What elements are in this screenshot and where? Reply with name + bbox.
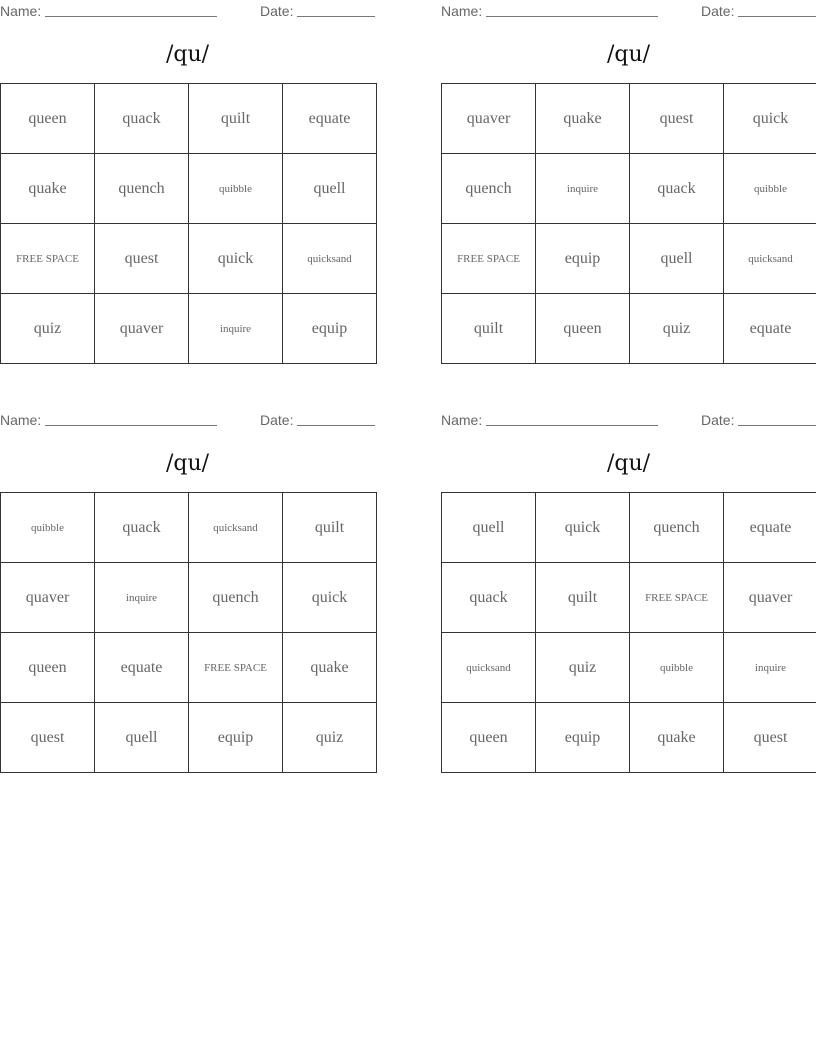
bingo-grid <box>441 492 816 773</box>
grid-cell: quilt <box>442 294 536 364</box>
grid-cell: quicksand <box>442 633 536 703</box>
card-title: /qu/ <box>606 42 651 67</box>
grid-cell: equate <box>95 633 189 703</box>
grid-cell: quick <box>283 563 377 633</box>
grid-row <box>1 703 377 773</box>
bingo-grid <box>0 83 377 364</box>
grid-cell: quiz <box>536 633 630 703</box>
grid-row <box>1 633 377 703</box>
grid-cell: inquire <box>536 154 630 224</box>
card-header <box>0 409 375 431</box>
grid-row <box>1 563 377 633</box>
grid-cell: quell <box>630 224 724 294</box>
date-label: Date: <box>701 412 735 428</box>
grid-cell: quilt <box>283 493 377 563</box>
grid-cell: quench <box>189 563 283 633</box>
bingo-card-1 <box>0 0 375 337</box>
grid-cell: equate <box>724 294 816 364</box>
bingo-grid <box>0 492 377 773</box>
bingo-card-4 <box>441 409 816 746</box>
grid-row <box>442 633 816 703</box>
grid-cell: quest <box>724 703 816 773</box>
grid-cell: equip <box>283 294 377 364</box>
grid-cell: quake <box>536 84 630 154</box>
grid-cell: queen <box>1 84 95 154</box>
grid-cell: equip <box>536 703 630 773</box>
grid-row <box>442 294 816 364</box>
name-blank <box>486 425 658 426</box>
grid-cell: quack <box>95 493 189 563</box>
card-title: /qu/ <box>606 451 651 476</box>
grid-cell: inquire <box>189 294 283 364</box>
grid-cell: inquire <box>95 563 189 633</box>
grid-row <box>442 84 816 154</box>
grid-cell: quake <box>1 154 95 224</box>
grid-cell: queen <box>536 294 630 364</box>
grid-cell: quicksand <box>283 224 377 294</box>
grid-cell: quest <box>95 224 189 294</box>
grid-cell: quench <box>630 493 724 563</box>
grid-cell: quiz <box>1 294 95 364</box>
grid-cell: quiz <box>630 294 724 364</box>
name-blank <box>45 425 217 426</box>
name-blank <box>486 16 658 17</box>
grid-cell: quell <box>95 703 189 773</box>
date-label: Date: <box>260 412 294 428</box>
card-header <box>0 0 375 22</box>
grid-cell: inquire <box>724 633 816 703</box>
grid-row <box>442 493 816 563</box>
grid-row <box>1 154 377 224</box>
name-label: Name: <box>441 412 483 428</box>
grid-cell: quicksand <box>189 493 283 563</box>
grid-row <box>442 563 816 633</box>
grid-cell: quack <box>630 154 724 224</box>
grid-cell: quell <box>442 493 536 563</box>
grid-cell: FREE SPACE <box>189 633 283 703</box>
grid-cell: quell <box>283 154 377 224</box>
date-label: Date: <box>260 3 294 19</box>
grid-cell: quibble <box>724 154 816 224</box>
grid-cell: equate <box>724 493 816 563</box>
grid-row <box>442 703 816 773</box>
date-blank <box>297 425 375 426</box>
grid-row <box>442 154 816 224</box>
bingo-grid <box>441 83 816 364</box>
grid-row <box>1 224 377 294</box>
grid-cell: quake <box>283 633 377 703</box>
grid-cell: quibble <box>1 493 95 563</box>
date-blank <box>297 16 375 17</box>
name-blank <box>45 16 217 17</box>
grid-cell: quibble <box>189 154 283 224</box>
grid-cell: quack <box>442 563 536 633</box>
grid-cell: quiz <box>283 703 377 773</box>
grid-cell: quench <box>95 154 189 224</box>
card-title: /qu/ <box>165 451 210 476</box>
grid-row <box>1 84 377 154</box>
grid-cell: quilt <box>536 563 630 633</box>
card-header <box>441 409 816 431</box>
grid-cell: equip <box>189 703 283 773</box>
date-label: Date: <box>701 3 735 19</box>
grid-cell: queen <box>1 633 95 703</box>
grid-cell: quaver <box>442 84 536 154</box>
bingo-card-3 <box>0 409 375 746</box>
grid-cell: equate <box>283 84 377 154</box>
grid-cell: quake <box>630 703 724 773</box>
date-blank <box>738 16 816 17</box>
grid-cell: quibble <box>630 633 724 703</box>
bingo-card-2 <box>441 0 816 337</box>
grid-row <box>442 224 816 294</box>
grid-cell: quick <box>724 84 816 154</box>
grid-cell: quicksand <box>724 224 816 294</box>
grid-cell: quaver <box>1 563 95 633</box>
grid-cell: quick <box>189 224 283 294</box>
grid-cell: FREE SPACE <box>1 224 95 294</box>
name-label: Name: <box>441 3 483 19</box>
grid-cell: FREE SPACE <box>442 224 536 294</box>
grid-cell: quack <box>95 84 189 154</box>
grid-row <box>1 294 377 364</box>
grid-row <box>1 493 377 563</box>
grid-cell: quest <box>1 703 95 773</box>
card-title: /qu/ <box>165 42 210 67</box>
grid-cell: quick <box>536 493 630 563</box>
grid-cell: quilt <box>189 84 283 154</box>
date-blank <box>738 425 816 426</box>
grid-cell: queen <box>442 703 536 773</box>
grid-cell: quaver <box>724 563 816 633</box>
grid-cell: quest <box>630 84 724 154</box>
grid-cell: equip <box>536 224 630 294</box>
card-header <box>441 0 816 22</box>
grid-cell: quench <box>442 154 536 224</box>
grid-cell: quaver <box>95 294 189 364</box>
name-label: Name: <box>0 412 42 428</box>
name-label: Name: <box>0 3 42 19</box>
grid-cell: FREE SPACE <box>630 563 724 633</box>
